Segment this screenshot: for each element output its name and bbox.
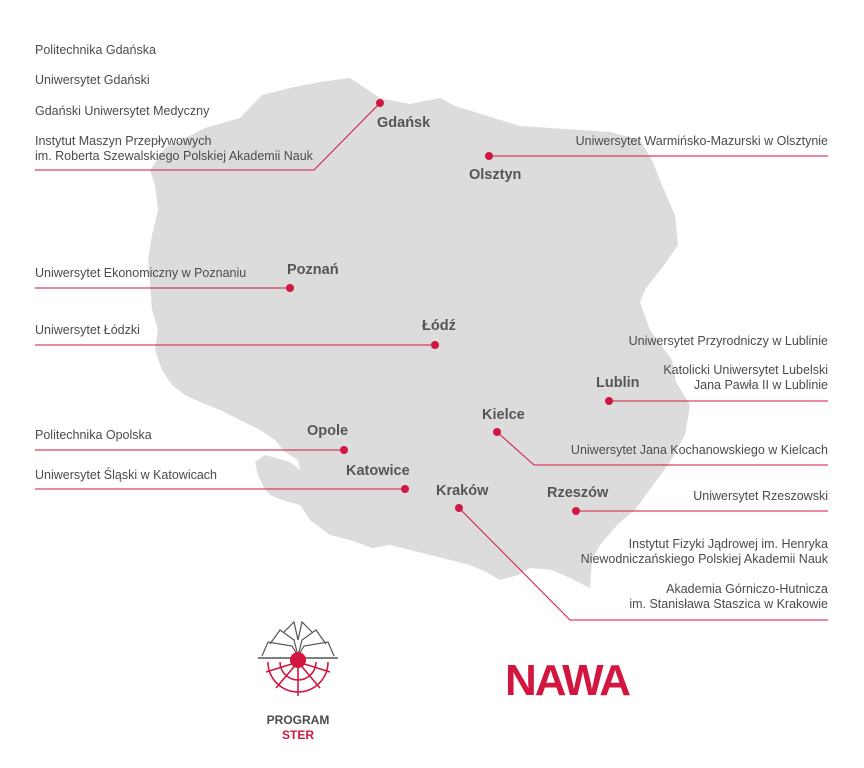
- city-olsztyn: Olsztyn: [469, 167, 522, 183]
- label-us: Uniwersytet Śląski w Katowicach: [35, 468, 218, 482]
- label-kul-line2: Jana Pawła II w Lublinie: [693, 378, 828, 392]
- label-imp-line1: Instytut Maszyn Przepływowych: [35, 134, 212, 148]
- label-gumed: Gdański Uniwersytet Medyczny: [35, 104, 210, 118]
- label-uep: Uniwersytet Ekonomiczny w Poznaniu: [35, 266, 247, 280]
- label-ifj-line1: Instytut Fizyki Jądrowej im. Henryka: [628, 537, 828, 551]
- dot-lodz: [431, 341, 439, 349]
- nawa-logo: NAWA: [505, 656, 629, 705]
- label-ur: Uniwersytet Rzeszowski: [693, 489, 828, 503]
- dot-gdansk: [376, 99, 384, 107]
- city-poznan: Poznań: [287, 262, 339, 278]
- program-ster-logo-emblem: [258, 622, 338, 696]
- city-krakow: Kraków: [436, 483, 489, 499]
- city-lodz: Łódź: [422, 318, 456, 334]
- dot-opole: [340, 446, 348, 454]
- city-opole: Opole: [307, 423, 349, 439]
- dot-kielce: [493, 428, 501, 436]
- label-ifj-line2: Niewodniczańskiego Polskiej Akademii Nauk: [580, 552, 828, 566]
- city-katowice: Katowice: [346, 463, 410, 479]
- ster-logo-text: STER: [281, 728, 314, 742]
- label-uniwersytet-gdanski: Uniwersytet Gdański: [35, 73, 150, 87]
- label-uwm: Uniwersytet Warmińsko-Mazurski w Olsztynie: [575, 134, 828, 148]
- program-logo-text: PROGRAM: [266, 713, 330, 727]
- label-po: Politechnika Opolska: [35, 428, 152, 442]
- label-ul: Uniwersytet Łódzki: [35, 323, 140, 337]
- label-ujk: Uniwersytet Jana Kochanowskiego w Kielcach: [570, 443, 828, 457]
- label-agh-line2: im. Stanisława Staszica w Krakowie: [629, 597, 828, 611]
- label-agh-line1: Akademia Górniczo-Hutnicza: [666, 582, 828, 596]
- dot-krakow: [455, 504, 463, 512]
- city-gdansk: Gdańsk: [377, 115, 431, 131]
- city-kielce: Kielce: [482, 407, 525, 423]
- dot-poznan: [286, 284, 294, 292]
- city-rzeszow: Rzeszów: [547, 485, 609, 501]
- dot-lublin: [605, 397, 613, 405]
- label-imp-line2: im. Roberta Szewalskiego Polskiej Akademii Nauk: [35, 149, 313, 163]
- dot-olsztyn: [485, 152, 493, 160]
- label-politechnika-gdanska: Politechnika Gdańska: [35, 43, 156, 57]
- label-upl: Uniwersytet Przyrodniczy w Lublinie: [628, 334, 828, 348]
- dot-rzeszow: [572, 507, 580, 515]
- label-kul-line1: Katolicki Uniwersytet Lubelski: [663, 363, 828, 377]
- city-lublin: Lublin: [596, 375, 640, 391]
- dot-katowice: [401, 485, 409, 493]
